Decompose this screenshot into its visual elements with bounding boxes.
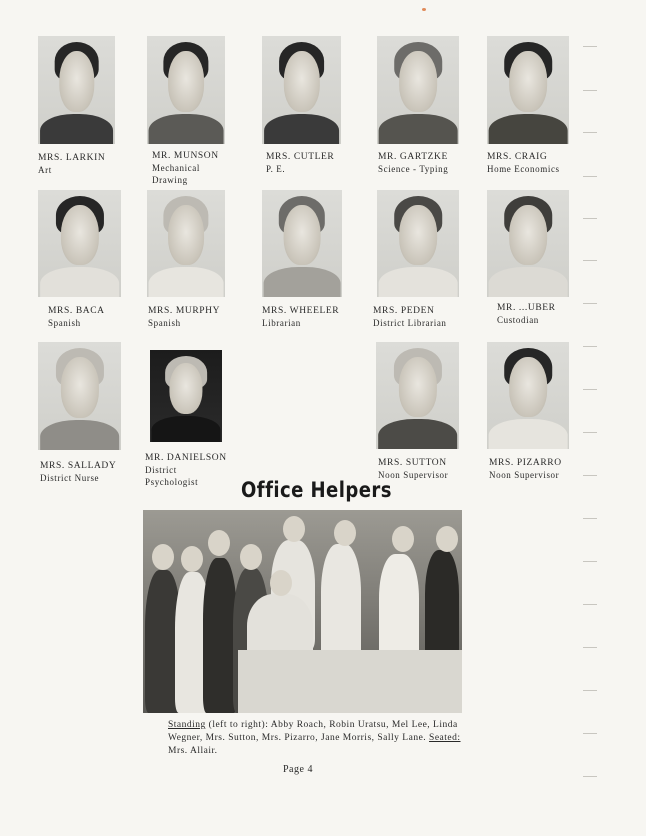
caption-custodian	[497, 302, 556, 326]
portrait-danielson	[150, 350, 222, 442]
staff-name: MRS. PIZARRO	[489, 458, 562, 468]
caption-sallady	[40, 460, 116, 484]
standing-names: (left to right): Abby Roach, Robin Uratsu, Mel Lee, Linda Wegner, Mrs. Sutton, Mrs. Pizarro, Jane Morris, Sally Lane.	[168, 720, 458, 743]
portrait-murphy	[147, 190, 225, 297]
margin-tick	[583, 475, 597, 476]
staff-role: Spanish	[148, 318, 181, 328]
page-mark	[422, 8, 426, 11]
margin-tick	[583, 46, 597, 47]
margin-tick	[583, 218, 597, 219]
margin-tick	[583, 647, 597, 648]
margin-tick	[583, 346, 597, 347]
page-number: Page 4	[283, 764, 313, 775]
portrait-baca	[38, 190, 121, 297]
office-helpers-photo	[143, 510, 462, 713]
margin-tick	[583, 432, 597, 433]
caption-pizarro	[489, 457, 562, 481]
staff-name: MR. MUNSON	[152, 151, 219, 161]
caption-cutler	[266, 151, 334, 175]
margin-tick	[583, 733, 597, 734]
staff-name: MRS. BACA	[48, 306, 105, 316]
section-heading: Office Helpers	[241, 478, 392, 502]
portrait-wheeler	[262, 190, 342, 297]
portrait-cutler	[262, 36, 341, 144]
caption-craig	[487, 151, 560, 175]
staff-name: MR. ...UBER	[497, 303, 556, 313]
staff-name: MRS. CRAIG	[487, 152, 548, 162]
staff-role: Home Economics	[487, 164, 560, 174]
portrait-sallady	[38, 342, 121, 450]
caption-wheeler	[262, 305, 339, 329]
staff-name: MRS. SALLADY	[40, 461, 117, 471]
margin-tick	[583, 303, 597, 304]
staff-role: Custodian	[497, 315, 539, 325]
staff-role: Noon Supervisor	[489, 470, 560, 480]
margin-tick	[583, 776, 597, 777]
standing-label: Standing	[168, 720, 206, 730]
staff-name: MRS. LARKIN	[38, 153, 106, 163]
staff-name: MRS. SUTTON	[378, 458, 447, 468]
portrait-pizarro	[487, 342, 569, 449]
staff-role: Art	[38, 165, 52, 175]
staff-role: Spanish	[48, 318, 81, 328]
staff-role: District Nurse	[40, 473, 100, 483]
caption-peden	[373, 305, 447, 329]
portrait-custodian	[487, 190, 569, 297]
staff-role: Science - Typing	[378, 164, 449, 174]
margin-tick	[583, 690, 597, 691]
margin-tick	[583, 389, 597, 390]
staff-role: District Psychologist	[145, 465, 199, 487]
staff-role: Noon Supervisor	[378, 470, 449, 480]
staff-name: MR. GARTZKE	[378, 152, 448, 162]
portrait-munson	[147, 36, 225, 144]
seated-label: Seated:	[429, 733, 461, 743]
margin-tick	[583, 260, 597, 261]
caption-baca	[48, 305, 105, 329]
staff-role: P. E.	[266, 164, 286, 174]
margin-tick	[583, 518, 597, 519]
caption-gartzke	[378, 151, 448, 175]
staff-role: District Librarian	[373, 318, 447, 328]
staff-name: MRS. CUTLER	[266, 152, 335, 162]
staff-name: MRS. PEDEN	[373, 306, 435, 316]
staff-name: MR. DANIELSON	[145, 453, 227, 463]
margin-tick	[583, 561, 597, 562]
staff-role: Librarian	[262, 318, 301, 328]
portrait-sutton	[376, 342, 459, 449]
staff-name: MRS. WHEELER	[262, 306, 340, 316]
caption-murphy	[148, 305, 220, 329]
staff-role: Mechanical Drawing	[152, 163, 200, 185]
margin-tick	[583, 132, 597, 133]
seated-names: Mrs. Allair.	[168, 746, 218, 756]
margin-tick	[583, 604, 597, 605]
margin-tick	[583, 90, 597, 91]
portrait-craig	[487, 36, 569, 144]
margin-tick	[583, 176, 597, 177]
caption-munson	[152, 150, 222, 186]
caption-larkin	[38, 152, 105, 176]
portrait-larkin	[38, 36, 115, 144]
portrait-gartzke	[377, 36, 459, 144]
portrait-peden	[377, 190, 459, 297]
caption-danielson	[145, 452, 235, 488]
staff-name: MRS. MURPHY	[148, 306, 221, 316]
office-helpers-caption	[168, 719, 468, 758]
